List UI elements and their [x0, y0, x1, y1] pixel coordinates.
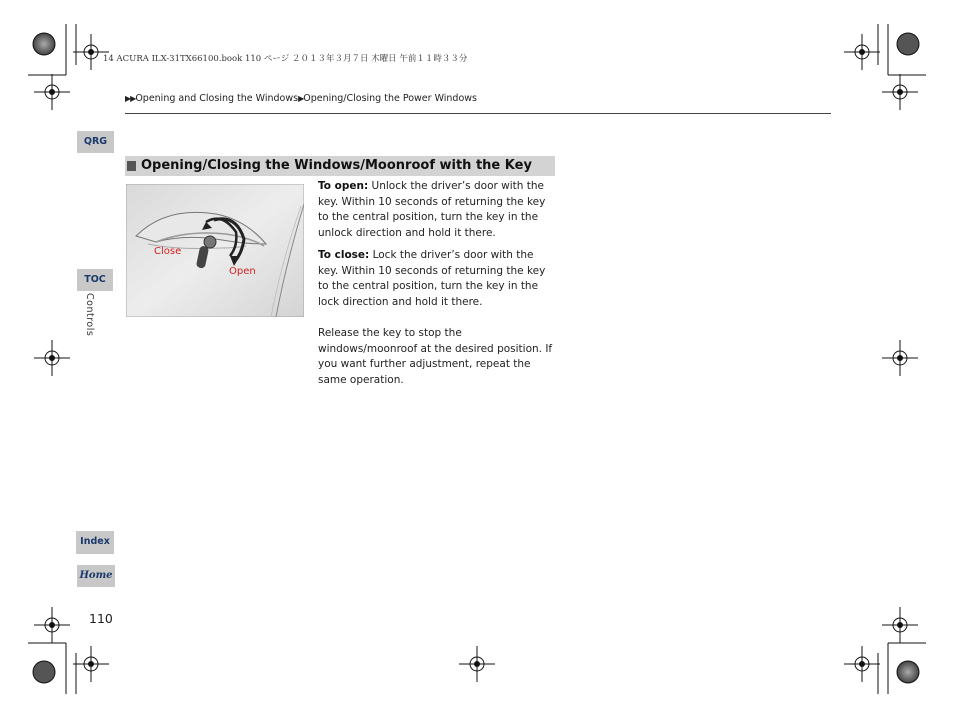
open-instructions	[318, 179, 554, 241]
open-text: Unlock the driver’s door with the key. Within 10 seconds of returning the key to the central position, turn the key in the unlock direction and hold it there.	[318, 180, 546, 239]
section-square-icon	[127, 161, 136, 171]
header-rule	[125, 113, 831, 114]
breadcrumb-arrows: ▶▶	[125, 94, 136, 103]
close-text: Lock the driver’s door with the key. Within 10 seconds of returning the key to the central position, turn the key in the lock direction and hold it there.	[318, 249, 546, 308]
breadcrumb-item-windows[interactable]: Opening and Closing the Windows	[135, 93, 299, 104]
print-header: 14 ACURA ILX-31TX66100.book 110 ページ ２０１３年３月７日 木曜日 午前１１時３３分	[103, 54, 468, 64]
door-key-illustration	[126, 184, 304, 317]
close-instructions	[318, 248, 554, 310]
section-title: Opening/Closing the Windows/Moonroof with the Key	[141, 158, 532, 173]
home-tab[interactable]: Home	[77, 565, 115, 587]
open-label: Open	[229, 266, 256, 277]
door-handle-drawing	[126, 184, 304, 317]
breadcrumb-item-power-windows[interactable]: Opening/Closing the Power Windows	[303, 93, 477, 104]
open-heading: To open:	[318, 180, 369, 192]
section-side-label: Controls	[84, 293, 95, 337]
section-heading-bar	[125, 156, 555, 176]
breadcrumb	[125, 93, 477, 104]
close-heading: To close:	[318, 249, 370, 261]
qrg-tab[interactable]: QRG	[77, 131, 114, 153]
breadcrumb-separator: ▶	[298, 94, 304, 103]
release-instructions: Release the key to stop the windows/moonroof at the desired position. If you want further adjustment, repeat the same operation.	[318, 327, 553, 386]
page-number: 110	[89, 611, 113, 626]
close-label: Close	[154, 246, 182, 257]
index-tab[interactable]: Index	[76, 531, 114, 554]
toc-tab[interactable]: TOC	[77, 269, 113, 291]
